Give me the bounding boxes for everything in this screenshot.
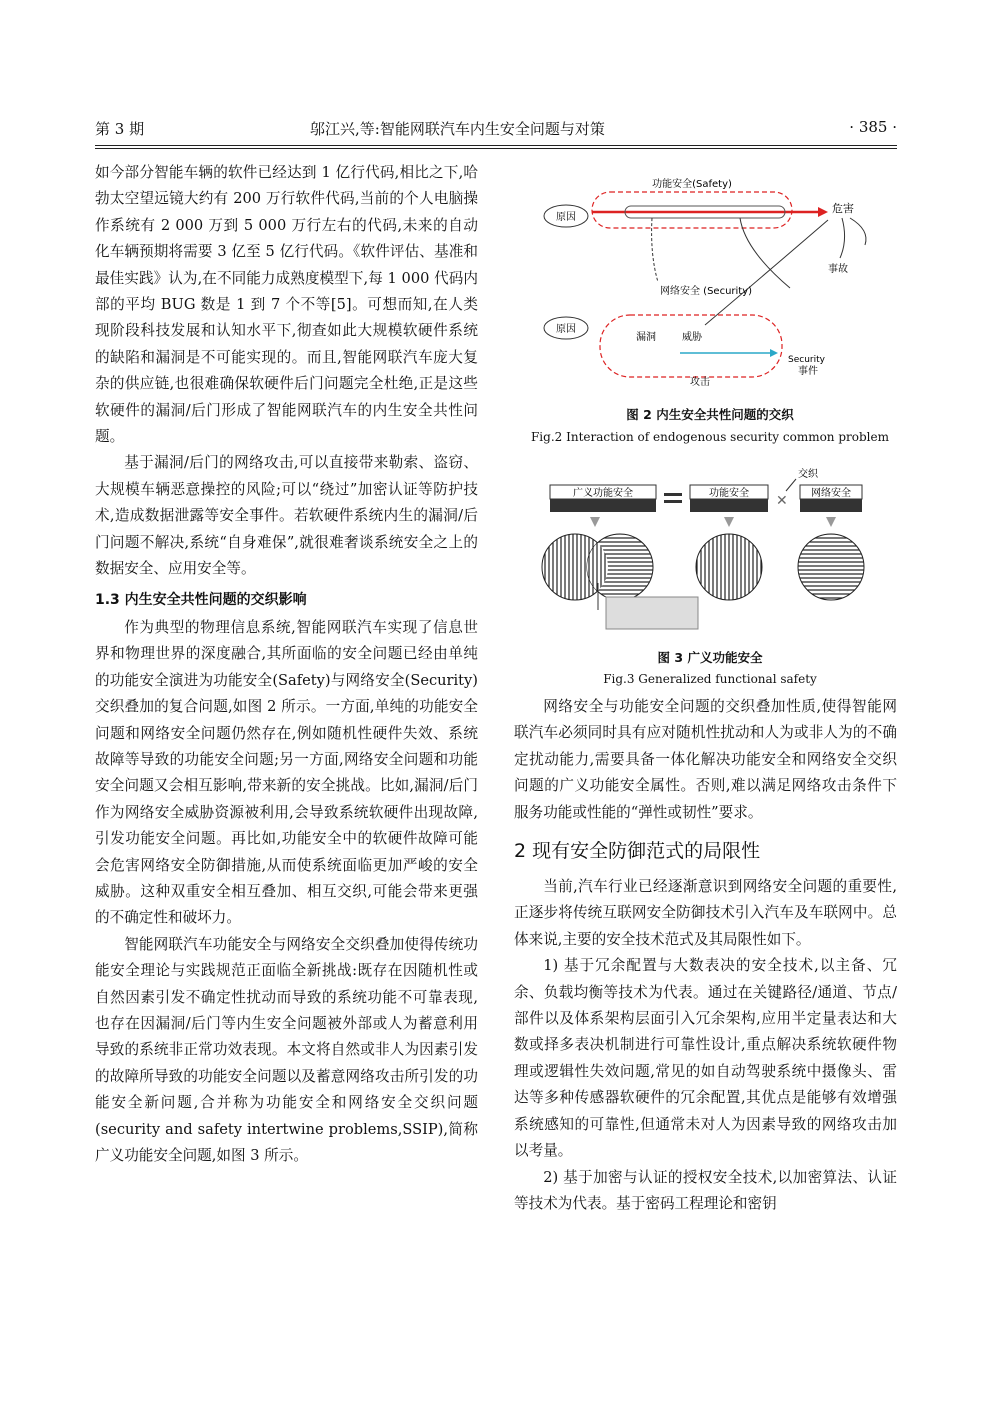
figure-3-diagram: [540, 465, 880, 635]
note-box: [606, 597, 698, 629]
safety-boundary: [592, 192, 792, 228]
cause-top-label: 原因: [556, 212, 576, 223]
box1-sub-bar: [550, 499, 656, 512]
header-rule-2: [95, 148, 897, 149]
box2-title: 功能安全: [709, 488, 749, 499]
hazard-branch-arrow: [850, 218, 866, 245]
equals-sign-top: [664, 493, 682, 496]
figure-2-caption-zh: 图 2 内生安全共性问题的交织: [626, 407, 794, 422]
running-title: 邬江兴,等:智能网联汽车内生安全问题与对策: [310, 120, 605, 138]
paragraph: 智能网联汽车功能安全与网络安全交织叠加使得传统功能安全理论与实践规范正面临全新挑战:既存在因随机性或自然因素引发不确定性扰动而导致的系统功能不可靠表现,也存在因漏洞/后门等内生安全问题被外部或人为蓄意利用导致的系统非正常功效表现。本文将自然或非人为因素引发的故障所导致的功能安全问题以及蓄意网络攻击所引发的功能安全新问题,合并称为功能安全和网络安全交织问题(security and safety intertwine problems,SSIP),简称广义功能安全问题,如图 3 所示。: [95, 935, 478, 1165]
cause-bottom-label: 原因: [556, 324, 576, 335]
down-arrow-icon: [724, 517, 734, 527]
running-header: [95, 118, 897, 142]
header-rule: [95, 145, 897, 146]
figure-2-caption-en: Fig.2 Interaction of endogenous security common problem: [530, 430, 889, 444]
cross-label-pointer: [786, 479, 796, 491]
network-security-circle: [798, 534, 864, 600]
accident-label: 事故: [828, 264, 848, 275]
paragraph: 如今部分智能车辆的软件已经达到 1 亿行代码,相比之下,哈勃太空望远镜大约有 200 万行软件代码,当前的个人电脑操作系统有 2 000 万到 5 000 万行左右的代码,未来的自动化车辆预期将需要 3 亿至 5 亿行代码。《软件评估、基准和最佳实践》认为,在不同能力成熟度模型下,每 1 000 代码内部的平均 BUG 数是 1 到 7 个不等[5]。可想而知,在人类现阶段科技发展和认知水平下,彻查如此大规模软硬件系统的缺陷和漏洞是不可能实现的。而且,智能网联汽车庞大复杂的供应链,也很难确保软硬件后门问题完全杜绝,正是这些软硬件的漏洞/后门形成了智能网联汽车的内生安全共性问题。: [95, 164, 478, 446]
safety-label: 功能安全(Safety): [652, 179, 732, 190]
box3-title: 网络安全: [811, 488, 851, 499]
figure-2-diagram: [530, 170, 890, 395]
paragraph: 网络安全与功能安全问题的交织叠加性质,使得智能网联汽车必须同时具有应对随机性扰动和人为或非人为的不确定扰动能力,需要具备一体化解决功能安全和网络安全交织问题的广义功能安全属性。否则,难以满足网络攻击条件下服务功能或性能的“弹性或韧性”要求。: [514, 698, 897, 821]
section-heading-1-3: 1.3 内生安全共性问题的交织影响: [95, 591, 307, 608]
paragraph: 当前,汽车行业已经逐渐意识到网络安全问题的重要性,正逐步将传统互联网安全防御技术引入汽车及车联网中。总体来说,主要的安全技术范式及其局限性如下。: [514, 878, 897, 948]
box2-sub-bar: [690, 499, 768, 512]
box3-sub-bar: [800, 499, 862, 512]
security-boundary: [600, 315, 782, 377]
left-column: [95, 160, 478, 1169]
node-link-2: [705, 220, 828, 325]
functional-safety-circle: [696, 534, 762, 600]
hazard-to-accident-arrow: [840, 218, 845, 258]
figure-3-caption-en: Fig.3 Generalized functional safety: [603, 672, 817, 686]
right-column: [514, 694, 897, 1217]
hazard-label: 危害: [832, 202, 854, 215]
threat-label: 威胁: [682, 332, 702, 343]
security-label: 网络安全 (Security): [660, 286, 753, 297]
safety-chain-arrow: [818, 207, 828, 217]
section-heading-2: 2 现有安全防御范式的局限性: [514, 840, 761, 863]
attack-flow-arrow: [770, 349, 778, 357]
security-event-label-2: 事件: [798, 366, 818, 377]
cross-label: 交织: [798, 469, 818, 480]
vuln-label: 漏洞: [636, 332, 656, 343]
figure-3-caption-zh: 图 3 广义功能安全: [657, 650, 763, 665]
paragraph: 2) 基于加密与认证的授权安全技术,以加密算法、认证等技术为代表。基于密码工程理论和密钥: [514, 1168, 897, 1212]
paragraph: 1) 基于冗余配置与大数表决的安全技术,以主备、冗余、负载均衡等技术为代表。通过在关键路径/通道、节点/部件以及体系架构层面引入冗余架构,应用半定量表达和大数或择多表决机制进行可靠性设计,重点解决系统软硬件物理或逻辑性失效问题,常见的如自动驾驶系统中摄像头、雷达等多种传感器软硬件的冗余配置,其优点是能够有效增强系统感知的可靠性,但通常未对人为因素导致的网络攻击加以考量。: [514, 957, 897, 1160]
issue-number: 第 3 期: [95, 120, 145, 138]
down-arrow-icon: [590, 517, 600, 527]
box1-title: 广义功能安全: [573, 488, 633, 499]
node-link-1: [740, 218, 790, 288]
page-number: · 385 ·: [849, 118, 897, 136]
attack-label: 攻击: [690, 377, 710, 388]
paragraph: 作为典型的物理信息系统,智能网联汽车实现了信息世界和物理世界的深度融合,其所面临的安全问题已经由单纯的功能安全演进为功能安全(Safety)与网络安全(Security)交织叠加的复合问题,如图 2 所示。一方面,单纯的功能安全问题和网络安全问题仍然存在,例如随机性硬件失效、系统故障等导致的功能安全问题;另一方面,网络安全问题和功能安全问题又会相互影响,带来新的安全挑战。比如,漏洞/后门作为网络安全威胁资源被利用,会导致系统软硬件出现故障,引发功能安全问题。再比如,功能安全中的软硬件故障可能会危害网络安全防御措施,从而使系统面临更加严峻的安全威胁。这种双重安全相互叠加、相互交织,可能会带来更强的不确定性和破坏力。: [95, 618, 478, 927]
equals-sign-bottom: [664, 500, 682, 503]
security-event-label-1: Security: [788, 355, 825, 365]
down-arrow-icon: [826, 517, 836, 527]
paragraph: 基于漏洞/后门的网络攻击,可以直接带来勒索、盗窃、大规模车辆恶意操控的风险;可以“绕过”加密认证等防护技术,造成数据泄露等安全事件。若软硬件系统内生的漏洞/后门问题不解决,系统“自身难保”,就很难奢谈系统安全之上的数据安全、应用安全等。: [95, 454, 478, 578]
cross-icon: ✕: [776, 493, 788, 509]
